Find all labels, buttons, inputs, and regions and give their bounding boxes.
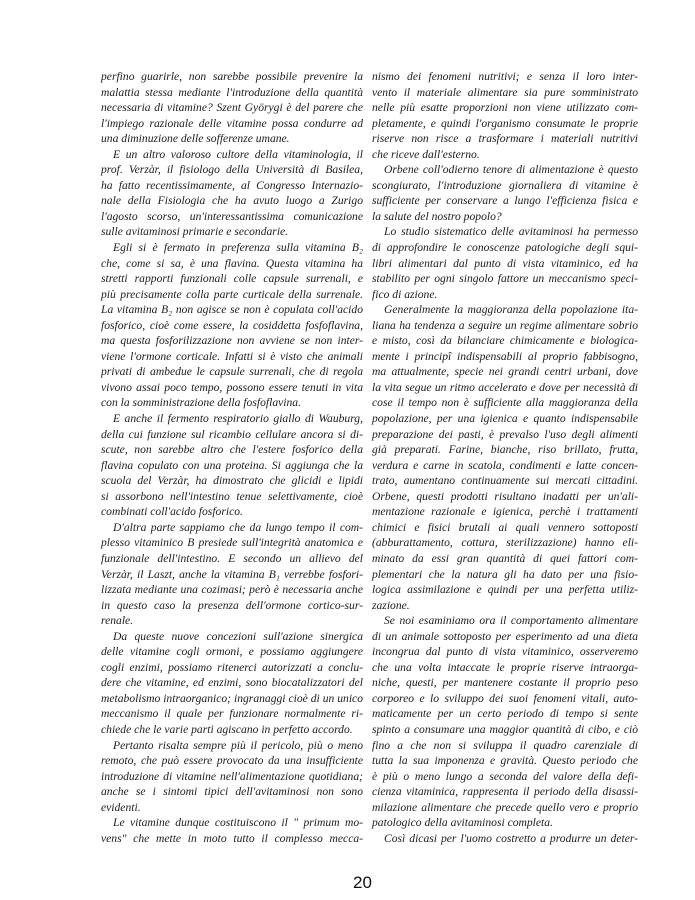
text-line: stabilito per ogni singolo fattore un meccanismo speci- [372, 272, 638, 286]
text-line: e misto, così da bilanciare chimicamente e biologica- [372, 334, 638, 348]
text-line: incongrua dal punto di vista vitaminico, osserveremo [372, 645, 638, 659]
text-line: libri alimentari dal punto di vista vitaminico, ed ha [372, 256, 638, 270]
text-line: tutta la sua imponenza e gravità. Questo periodo che [372, 754, 638, 768]
text-line: liana ha tendenza a seguire un regime alimentare sobrio [372, 318, 638, 332]
text-line: flavina copulato con una proteina. Si aggiunga che la [101, 458, 363, 472]
text-line: malattia stessa mediante l'introduzione della quantità [101, 85, 363, 99]
text-line: viene l'ormone corticale. Infatti si è visto che animali [101, 349, 363, 363]
text-line: perfino guarirle, non sarebbe possibile prevenire la [101, 70, 363, 83]
text-line: l'impiego razionale delle vitamine possa condurre ad [101, 116, 363, 130]
text-line: vens" che mette in moto tutto il complesso mecca- [101, 831, 363, 845]
text-line: plesso vitaminico B presiede sull'integrità anatomica e [101, 536, 363, 550]
paragraph [372, 613, 638, 831]
text-line: che, come si sa, è una flavina. Questa vitamina ha [101, 256, 363, 270]
text-line: Orbene, questi prodotti risultano inadatti per un'ali- [372, 489, 638, 503]
text-line: delle vitamine cogli ormoni, e possiamo aggiungere [101, 645, 363, 659]
paragraph [101, 69, 363, 147]
text-line: chiede che le varie parti agiscano in perfetto accordo. [101, 722, 353, 736]
text-line: della cui funzione sul ricambio cellulare ancora si di- [101, 427, 363, 441]
text-line: la vita segue un ritmo accelerato e dove per necessità di [372, 380, 638, 394]
text-line: spinto a consumare una maggior quantità di cibo, e ciò [372, 722, 638, 736]
paragraph [372, 224, 638, 302]
text-line: in questo caso la presenza dell'ormone cortico-sur- [101, 598, 363, 612]
paragraph [372, 302, 638, 613]
text-line: si assorbono nell'intestino tenue selettivamente, cioè [101, 489, 363, 503]
text-line: più precisamente colla parte curticale della surrenale. [101, 287, 363, 301]
text-line: nale della Fisiologia che ha avuto luogo a Zurigo [101, 194, 363, 208]
text-line: logica assimilazione e quindi per una perfetta utiliz- [372, 583, 638, 597]
text-line: Se noi esaminiamo ora il comportamento alimentare [384, 614, 638, 628]
text-line: D'altra parte sappiamo che da lungo tempo il com- [113, 520, 363, 534]
text-line: anche se i sintomi tipici dell'avitaminosi non sono [101, 785, 363, 799]
text-line: trato, aumentano continuamente sui mercati cittadini. [372, 474, 638, 488]
text-line: con la somministrazione della fosfoflavina. [101, 396, 301, 410]
text-line: prof. Verzàr, il fisiologo della Università di Basilea, [101, 163, 363, 177]
text-line: popolazione, per una igienica e quanto indispensabile [372, 412, 638, 426]
text-line: l'agosto scorso, un'interessantissima comunicazione [101, 209, 363, 223]
text-line: privati di ambedue le capsule surrenali, che di regola [101, 365, 363, 379]
text-line: E anche il fermento respiratorio giallo di Wauburg, [113, 412, 363, 426]
text-line: ma attualmente, specie nei grandi centri urbani, dove [372, 365, 638, 379]
text-line: già preparati. Farine, bianche, riso brillato, frutta, [372, 443, 638, 457]
text-line: minato da essi gran quantità di quei fattori com- [372, 551, 638, 565]
text-line: ma questa fosforilizzazione non avviene se non inter- [101, 334, 363, 348]
text-line: corporeo e lo sviluppo dei suoi fenomeni vitali, auto- [372, 691, 638, 705]
text-line: riserve non risce a trasformare i materiali nutritivi [372, 132, 638, 146]
text-line: verdura e carne in scatola, condimenti e latte concen- [372, 458, 638, 472]
text-line: remoto, che può essere provocato da una insufficiente [101, 754, 363, 768]
text-line: di un animale sottoposto per esperimento ad una dieta [372, 629, 638, 643]
paragraph [372, 69, 638, 162]
text-line: lizzata mediante una cozimasi; però è necessaria anche [101, 583, 363, 597]
text-line: combinati coll'acido fosforico. [101, 505, 243, 519]
text-line: scute, non sarebbe altro che l'estere fosforico della [101, 443, 363, 457]
text-line: vento il materiale alimentare sia pure somministrato [372, 85, 638, 99]
text-line: renale. [101, 614, 134, 628]
text-line: Le vitamine dunque costituiscono il " primum mo- [113, 816, 363, 830]
text-line: plementari che la natura gli ha dato per una fisio- [372, 567, 638, 581]
text-line: introduzione di vitamine nell'alimentazione quotidiana; [101, 769, 363, 783]
text-line: mentazione razionale e igienica, perchè i trattamenti [372, 505, 638, 519]
text-line: cose il tempo non è sufficiente alla maggioranza della [372, 396, 638, 410]
text-line: sufficiente per conservare a lungo l'efficienza fisica e [372, 194, 638, 208]
text-line: fico di azione. [372, 287, 438, 301]
paragraph [101, 240, 363, 411]
text-line: vivono assai poco tempo, possono essere tenuti in vita [101, 380, 363, 394]
text-line: meccanismo il quale per funzionare normalmente ri- [101, 707, 363, 721]
text-line: di approfondire le conoscenze patologiche degli squi- [372, 241, 638, 255]
paragraph [101, 629, 363, 738]
paragraph [372, 162, 638, 224]
text-line: funzionale dell'intestino. E secondo un allievo del [101, 551, 363, 565]
text-line: sulle avitaminosi primarie e secondarie. [101, 225, 289, 239]
text-line: E un altro valoroso cultore della vitaminologia, il [113, 147, 363, 161]
text-line: è più o meno lungo a seconda del valore della defi- [372, 769, 638, 783]
text-line: Egli si è fermato in preferenza sulla vitamina B₂ [113, 241, 363, 255]
text-line: scuola del Verzàr, ha dimostrato che glicidi e lipidi [101, 474, 363, 488]
paragraph [101, 411, 363, 520]
paragraph [101, 147, 363, 240]
text-line: maticamente per un certo periodo di tempo si sente [372, 707, 638, 721]
text-line: preparazione dei pasti, è prevalso l'uso degli alimenti [372, 427, 638, 441]
text-line: Orbene coll'odierno tenore di alimentazione è questo [384, 163, 638, 177]
text-line: nelle più esatte proporzioni non viene utilizzato com- [372, 101, 638, 115]
text-line: Generalmente la maggioranza della popolazione ita- [384, 303, 638, 317]
text-line: zazione. [372, 598, 410, 612]
page-number: 20 [353, 873, 372, 892]
text-line: Così dicasi per l'uomo costretto a produrre un deter- [384, 831, 638, 845]
paragraph [101, 738, 363, 816]
text-line: La vitamina B₂ non agisce se non è copulata coll'acido [101, 303, 363, 317]
text-line: necessaria di vitamine? Szent Györygi è del parere che [101, 101, 363, 115]
text-line: fosforico, cioè come essere, la cosiddetta fosfoflavina, [101, 318, 363, 332]
text-line: scongiurato, l'introduzione giornaliera di vitamine è [372, 178, 638, 192]
text-line: cogli enzimi, possiamo ritenerci autorizzati a conclu- [101, 660, 363, 674]
text-line: mente i principî indispensabili al proprio fabbisogno, [372, 349, 638, 363]
text-line: chimici e fisici brutali ai quali vennero sottoposti [372, 520, 638, 534]
text-line: Verzàr, il Laszt, anche la vitamina B₁ verrebbe fosfori- [101, 567, 363, 581]
text-line: pletamente, e quindi l'organismo consumate le proprie [372, 116, 638, 130]
text-line: una diminuzione delle sofferenze umane. [101, 132, 290, 146]
text-line: Pertanto risalta sempre più il pericolo, più o meno [113, 738, 363, 752]
text-line: dere che vitamine, ed enzimi, sono biocatalizzatori del [101, 676, 363, 690]
text-column-right [372, 69, 638, 846]
text-line: Da queste nuove concezioni sull'azione sinergica [113, 629, 363, 643]
text-line: nismo dei fenomeni nutritivi; e senza il loro inter- [372, 70, 638, 83]
text-line: patologico della avitaminosi completa. [372, 816, 553, 830]
text-line: fino a che non si sviluppa il quadro carenziale di [372, 738, 638, 752]
paragraph [101, 815, 363, 846]
text-line: ha fatto recentissimamente, al Congresso Internazio- [101, 178, 363, 192]
text-line: la salute del nostro popolo? [372, 209, 502, 223]
paragraph [372, 831, 638, 847]
text-line: Lo studio sistematico delle avitaminosi ha permesso [384, 225, 638, 239]
text-line: che una volta intaccate le proprie riserve intraorga- [372, 660, 638, 674]
text-line: (abburattamento, cottura, sterilizzazione) hanno eli- [372, 536, 638, 550]
text-line: milazione alimentare che precede quello vero e proprio [372, 800, 638, 814]
text-line: metabolismo intraorganico; ingranaggi cioè di un unico [101, 691, 363, 705]
text-line: che riceve dall'esterno. [372, 147, 480, 161]
text-line: evidenti. [101, 800, 141, 814]
paragraph [101, 520, 363, 629]
text-line: cienza vitaminica, rappresenta il periodo della disassi- [372, 785, 638, 799]
text-line: stretti rapporti funzionali colle capsule surrenali, e [101, 272, 363, 286]
text-line: niche, questi, per mantenere costante il proprio peso [372, 676, 638, 690]
text-column-left [101, 69, 363, 846]
